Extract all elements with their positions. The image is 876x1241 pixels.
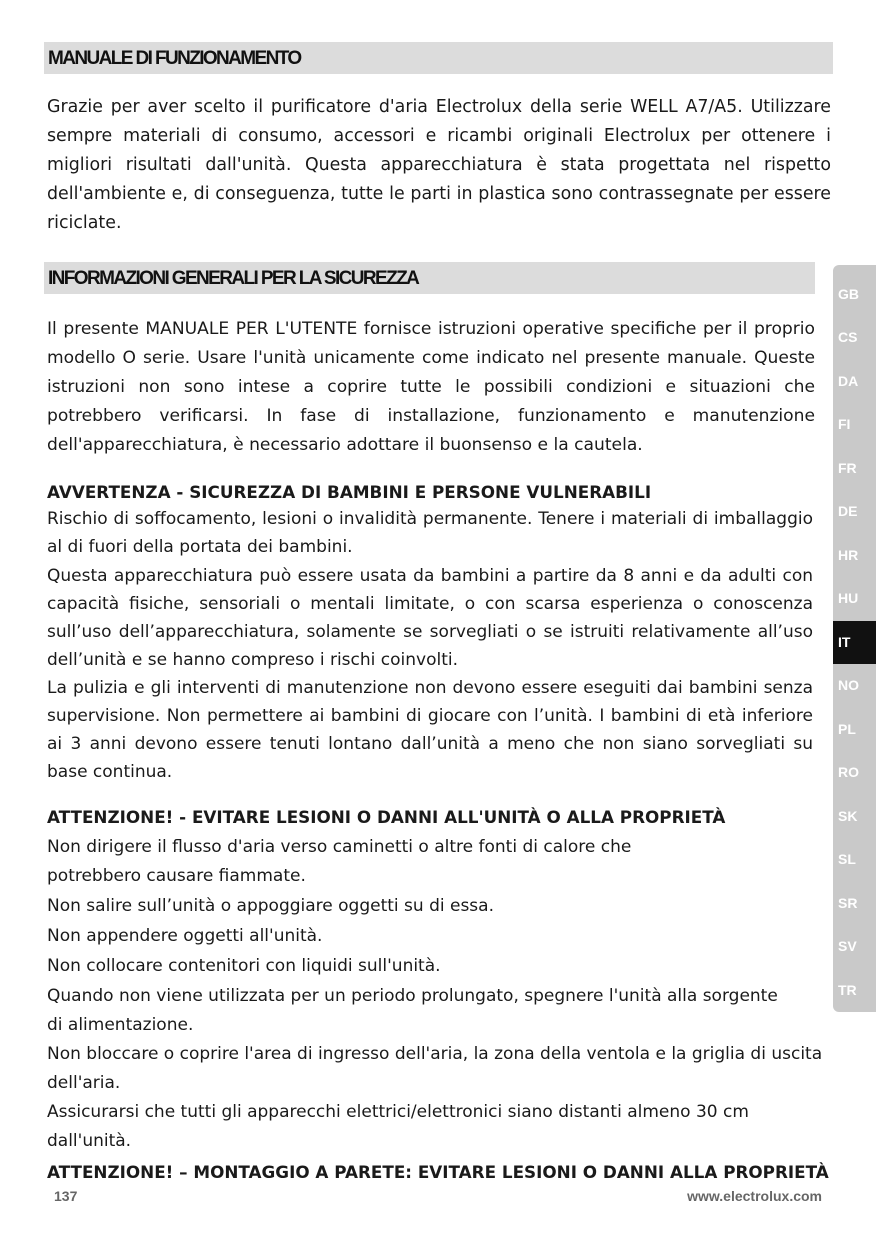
page-number: 137 [54, 1188, 78, 1204]
warning-heading: AVVERTENZA - SICUREZZA DI BAMBINI E PERSONE VULNERABILI [47, 482, 652, 502]
caution-item: Non salire sull’unità o appoggiare oggetti su di essa. [47, 896, 494, 916]
language-tab-cs[interactable]: CS [838, 329, 858, 345]
wall-mount-heading: ATTENZIONE! – MONTAGGIO A PARETE: EVITARE LESIONI O DANNI ALLA PROPRIETÀ [47, 1162, 829, 1182]
language-tab-it[interactable]: IT [833, 621, 876, 664]
website-url: www.electrolux.com [687, 1188, 822, 1204]
caution-item: Non bloccare o coprire l'area di ingresso dell'aria, la zona della ventola e la griglia di uscita dell'aria. [47, 1044, 823, 1093]
language-tab-tr[interactable]: TR [838, 982, 857, 998]
intro-paragraph: Grazie per aver scelto il purificatore d'aria Electrolux della serie WELL A7/A5. Utilizzare sempre materiali di consumo, accessori e ricambi originali Electrolux per ottenere i migliori risultati dall'unità. Questa apparecchiatura è stata progettata nel rispetto dell'ambiente e, di conseguenza, tutte le parti in plastica sono contrassegnate per essere riciclate. [47, 97, 831, 233]
language-tab-sk[interactable]: SK [838, 808, 858, 824]
warning-paragraph: La pulizia e gli interventi di manutenzione non devono essere eseguiti dai bambini senza supervisione. Non permettere ai bambini di giocare con l’unità. I bambini di età inferiore ai 3 anni devono essere tenuti lontano dall’unità a meno che non siano sorvegliati su base continua. [47, 678, 813, 782]
language-tab-hu[interactable]: HU [838, 590, 859, 606]
language-tab-de[interactable]: DE [838, 503, 858, 519]
language-tab-sr[interactable]: SR [838, 895, 858, 911]
language-tab-no[interactable]: NO [838, 677, 859, 693]
section-title-safety: INFORMAZIONI GENERALI PER LA SICUREZZA [44, 262, 815, 294]
language-tab-ro[interactable]: RO [838, 764, 859, 780]
warning-paragraph: Questa apparecchiatura può essere usata da bambini a partire da 8 anni e da adulti con capacità fisiche, sensoriali o mentali limitate, o con scarsa esperienza o conoscenza sull’uso dell’apparecchiatura, solamente se sorvegliati o se istruiti relativamente all’uso dell’unità e se hanno compreso i rischi coinvolti. [47, 566, 813, 670]
section-title-operation: MANUALE DI FUNZIONAMENTO [44, 42, 833, 74]
language-tab-fi[interactable]: FI [838, 416, 851, 432]
general-info-paragraph: Il presente MANUALE PER L'UTENTE fornisce istruzioni operative specifiche per il proprio modello O serie. Usare l'unità unicamente come indicato nel presente manuale. Queste istruzioni non sono intese a coprire tutte le possibili condizioni e situazioni che potrebbero verificarsi. In fase di installazione, funzionamento e manutenzione dell'apparecchiatura, è necessario adottare il buonsenso e la cautela. [47, 319, 815, 455]
caution-item: Non appendere oggetti all'unità. [47, 926, 323, 946]
caution-item: Assicurarsi che tutti gli apparecchi elettrici/elettronici siano distanti almeno 30 cm dall'unità. [47, 1102, 749, 1151]
language-tab-da[interactable]: DA [838, 373, 859, 389]
language-tab-fr[interactable]: FR [838, 460, 857, 476]
caution-item: Non dirigere il flusso d'aria verso caminetti o altre fonti di calore che potrebbero causare fiammate. [47, 837, 632, 886]
language-tab-sl[interactable]: SL [838, 851, 856, 867]
language-tab-hr[interactable]: HR [838, 547, 859, 563]
language-tab-gb[interactable]: GB [838, 286, 859, 302]
language-tab-pl[interactable]: PL [838, 721, 856, 737]
language-tab-bar [833, 265, 876, 1012]
warning-paragraph: Rischio di soffocamento, lesioni o invalidità permanente. Tenere i materiali di imballaggio al di fuori della portata dei bambini. [47, 509, 813, 557]
caution-item: Quando non viene utilizzata per un periodo prolungato, spegnere l'unità alla sorgente di alimentazione. [47, 986, 778, 1035]
language-tab-sv[interactable]: SV [838, 938, 857, 954]
caution-item: Non collocare contenitori con liquidi sull'unità. [47, 956, 441, 976]
caution-heading: ATTENZIONE! - EVITARE LESIONI O DANNI ALL'UNITÀ O ALLA PROPRIETÀ [47, 807, 726, 827]
